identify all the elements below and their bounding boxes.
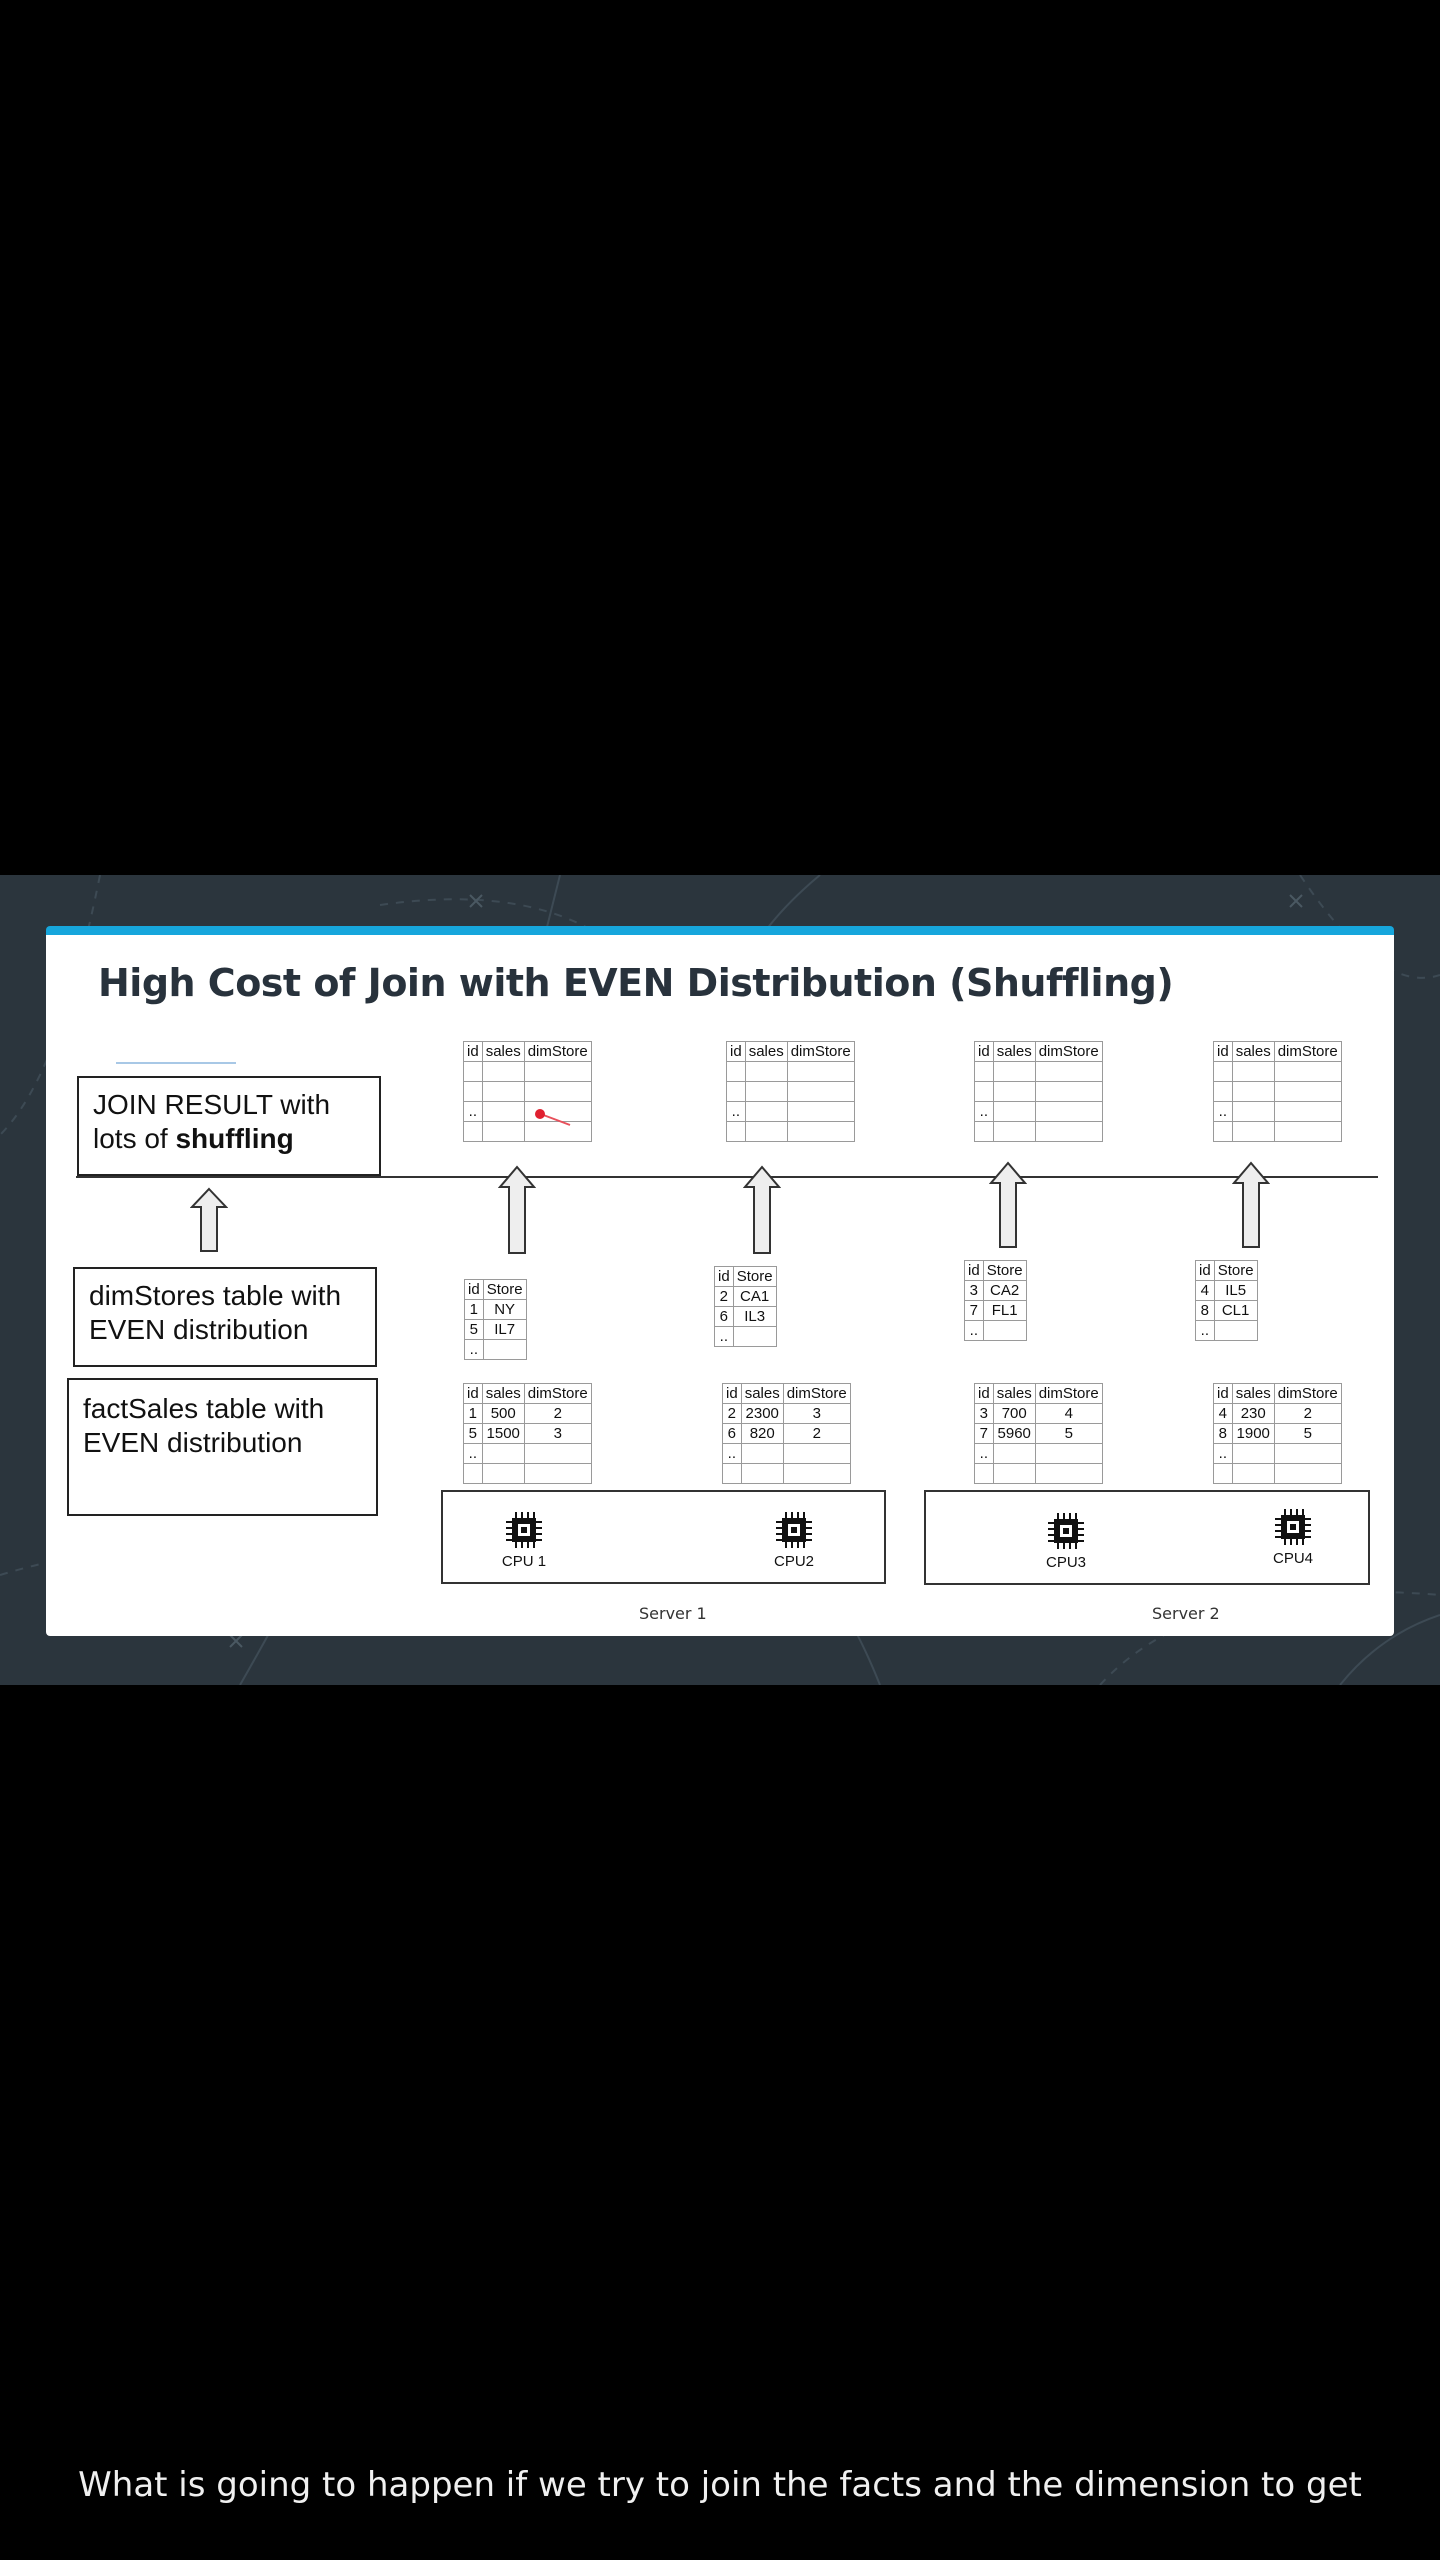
dim-store-table <box>964 1260 1027 1341</box>
table-cell <box>745 1122 787 1142</box>
table-cell <box>787 1122 854 1142</box>
table-cell <box>1214 1062 1233 1082</box>
table-cell <box>745 1102 787 1122</box>
table-cell: CA1 <box>733 1287 776 1307</box>
table-header-cell: sales <box>993 1042 1035 1062</box>
table-cell <box>993 1062 1035 1082</box>
table-header-cell: id <box>464 1384 483 1404</box>
table-cell: .. <box>464 1444 483 1464</box>
table-row <box>464 1082 592 1102</box>
table-cell: 5 <box>1274 1424 1341 1444</box>
cpu-4 <box>1253 1508 1333 1567</box>
table-row <box>975 1062 1103 1082</box>
cpu-3 <box>1026 1512 1106 1571</box>
table-cell <box>975 1062 994 1082</box>
cpu-chip-icon <box>775 1511 813 1549</box>
table-cell <box>482 1122 524 1142</box>
fact-sales-table <box>974 1383 1103 1484</box>
table-cell: 500 <box>482 1404 524 1424</box>
table-cell: .. <box>465 1340 484 1360</box>
table-row <box>1214 1464 1342 1484</box>
table-cell: 3 <box>975 1404 994 1424</box>
table-header-row <box>1214 1384 1342 1404</box>
table-header-cell: sales <box>993 1384 1035 1404</box>
table-row <box>464 1464 592 1484</box>
table-header-cell: dimStore <box>1274 1384 1341 1404</box>
table-row <box>975 1464 1103 1484</box>
up-arrow-icon <box>743 1165 781 1255</box>
table-row <box>1196 1301 1258 1321</box>
table-cell <box>727 1062 746 1082</box>
table-row <box>727 1122 855 1142</box>
table-row <box>465 1300 527 1320</box>
table-cell <box>524 1062 591 1082</box>
table-cell <box>1274 1062 1341 1082</box>
join-result-line2 <box>93 1122 365 1156</box>
table-cell: IL5 <box>1214 1281 1257 1301</box>
dim-store-table <box>464 1279 527 1360</box>
table-row <box>464 1444 592 1464</box>
table-cell <box>1214 1464 1233 1484</box>
table-cell <box>482 1062 524 1082</box>
table-header-cell: dimStore <box>524 1042 591 1062</box>
table-cell <box>983 1321 1026 1341</box>
cpu-chip-icon <box>1047 1512 1085 1550</box>
table-cell <box>464 1464 483 1484</box>
table-cell <box>1232 1062 1274 1082</box>
table-cell <box>524 1082 591 1102</box>
table-row <box>723 1444 851 1464</box>
table-cell <box>783 1464 850 1484</box>
table-header-row <box>723 1384 851 1404</box>
table-cell: 2 <box>524 1404 591 1424</box>
table-row <box>975 1444 1103 1464</box>
table-row <box>464 1424 592 1444</box>
table-cell: 5 <box>464 1424 483 1444</box>
table-cell: .. <box>723 1444 742 1464</box>
table-cell <box>993 1464 1035 1484</box>
table-cell <box>1274 1444 1341 1464</box>
table-row <box>465 1320 527 1340</box>
table-row <box>1214 1404 1342 1424</box>
table-cell <box>993 1122 1035 1142</box>
table-cell <box>741 1464 783 1484</box>
table-cell <box>482 1464 524 1484</box>
cpu-label: CPU3 <box>1045 1554 1086 1571</box>
up-arrow-icon <box>190 1187 228 1253</box>
table-cell: 2 <box>783 1424 850 1444</box>
table-row <box>464 1404 592 1424</box>
table-cell <box>482 1102 524 1122</box>
table-header-cell: sales <box>482 1384 524 1404</box>
laser-pointer-icon <box>534 1107 574 1129</box>
table-cell: 7 <box>965 1301 984 1321</box>
table-cell <box>975 1122 994 1142</box>
table-row <box>715 1307 777 1327</box>
table-cell <box>727 1082 746 1102</box>
table-header-cell: id <box>975 1042 994 1062</box>
table-cell: .. <box>1196 1321 1215 1341</box>
table-header-cell: id <box>723 1384 742 1404</box>
table-row <box>727 1102 855 1122</box>
table-cell: 3 <box>965 1281 984 1301</box>
fact-sales-table <box>463 1383 592 1484</box>
table-row <box>715 1327 777 1347</box>
table-cell: IL7 <box>483 1320 526 1340</box>
table-header-cell: id <box>1214 1384 1233 1404</box>
table-cell: CL1 <box>1214 1301 1257 1321</box>
cpu-label: CPU 1 <box>501 1553 547 1570</box>
separator-line <box>76 1176 1378 1178</box>
table-cell <box>524 1464 591 1484</box>
table-cell <box>1214 1122 1233 1142</box>
table-cell: 230 <box>1232 1404 1274 1424</box>
table-cell: 5960 <box>993 1424 1035 1444</box>
table-row <box>727 1062 855 1082</box>
cpu-1 <box>484 1511 564 1570</box>
table-cell <box>1274 1082 1341 1102</box>
table-cell <box>745 1082 787 1102</box>
table-row <box>975 1122 1103 1142</box>
table-cell: 1900 <box>1232 1424 1274 1444</box>
fact-sales-line2: EVEN distribution <box>83 1427 303 1458</box>
table-cell: 1 <box>464 1404 483 1424</box>
table-header-cell: id <box>715 1267 734 1287</box>
table-row <box>965 1281 1027 1301</box>
table-cell <box>723 1464 742 1484</box>
table-header-cell: id <box>464 1042 483 1062</box>
cpu-label: CPU2 <box>773 1553 814 1570</box>
table-cell <box>993 1102 1035 1122</box>
table-cell <box>993 1082 1035 1102</box>
table-cell: 7 <box>975 1424 994 1444</box>
result-table <box>1213 1041 1342 1142</box>
table-row <box>1214 1102 1342 1122</box>
table-cell: FL1 <box>983 1301 1026 1321</box>
table-cell <box>1232 1082 1274 1102</box>
table-cell <box>464 1082 483 1102</box>
table-cell <box>1214 1321 1257 1341</box>
table-row <box>464 1062 592 1082</box>
table-cell <box>1232 1464 1274 1484</box>
table-row <box>975 1102 1103 1122</box>
join-result-box <box>77 1076 381 1176</box>
fact-sales-table <box>1213 1383 1342 1484</box>
table-row <box>975 1424 1103 1444</box>
table-row <box>723 1464 851 1484</box>
table-header-cell: dimStore <box>1035 1384 1102 1404</box>
table-cell: 8 <box>1196 1301 1215 1321</box>
table-row <box>975 1404 1103 1424</box>
table-cell: .. <box>464 1102 483 1122</box>
slide <box>46 926 1394 1636</box>
result-table <box>974 1041 1103 1142</box>
table-cell <box>464 1062 483 1082</box>
table-cell: 2 <box>715 1287 734 1307</box>
table-cell: .. <box>727 1102 746 1122</box>
table-cell <box>483 1340 526 1360</box>
table-cell: 6 <box>715 1307 734 1327</box>
up-arrow-icon <box>498 1165 536 1255</box>
dim-store-table <box>1195 1260 1258 1341</box>
table-cell <box>1274 1122 1341 1142</box>
table-cell: .. <box>965 1321 984 1341</box>
table-header-cell: id <box>1214 1042 1233 1062</box>
server-1-label: Server 1 <box>639 1604 707 1623</box>
table-header-row <box>1196 1261 1258 1281</box>
table-row <box>723 1404 851 1424</box>
slide-title: High Cost of Join with EVEN Distribution (Shuffling) <box>98 961 1174 1005</box>
up-arrow-icon <box>989 1161 1027 1249</box>
table-header-cell: dimStore <box>783 1384 850 1404</box>
table-cell <box>1232 1122 1274 1142</box>
table-cell <box>993 1444 1035 1464</box>
table-header-cell: sales <box>1232 1384 1274 1404</box>
table-cell: 3 <box>524 1424 591 1444</box>
table-cell: 4 <box>1196 1281 1215 1301</box>
table-cell <box>524 1444 591 1464</box>
table-header-row <box>965 1261 1027 1281</box>
table-cell <box>1035 1062 1102 1082</box>
table-cell <box>741 1444 783 1464</box>
table-row <box>1214 1444 1342 1464</box>
table-row <box>965 1321 1027 1341</box>
table-cell: CA2 <box>983 1281 1026 1301</box>
table-cell: IL3 <box>733 1307 776 1327</box>
table-header-cell: sales <box>745 1042 787 1062</box>
table-cell <box>464 1122 483 1142</box>
table-cell: 700 <box>993 1404 1035 1424</box>
table-row <box>1196 1281 1258 1301</box>
table-header-cell: dimStore <box>1035 1042 1102 1062</box>
table-cell <box>787 1082 854 1102</box>
table-cell: 2 <box>1274 1404 1341 1424</box>
table-cell <box>783 1444 850 1464</box>
table-cell: 2 <box>723 1404 742 1424</box>
video-caption: What is going to happen if we try to join the facts and the dimension to get <box>78 2465 1362 2505</box>
table-header-cell: id <box>965 1261 984 1281</box>
table-header-cell: sales <box>1232 1042 1274 1062</box>
table-row <box>723 1424 851 1444</box>
table-header-row <box>465 1280 527 1300</box>
cpu-label: CPU4 <box>1272 1550 1313 1567</box>
table-header-cell: dimStore <box>787 1042 854 1062</box>
table-cell <box>975 1082 994 1102</box>
cpu-chip-icon <box>505 1511 543 1549</box>
table-cell: 5 <box>1035 1424 1102 1444</box>
table-header-cell: sales <box>741 1384 783 1404</box>
up-arrow-icon <box>1232 1161 1270 1249</box>
table-row <box>1196 1321 1258 1341</box>
table-header-row <box>1214 1042 1342 1062</box>
table-cell: 3 <box>783 1404 850 1424</box>
table-cell <box>975 1464 994 1484</box>
table-row <box>1214 1082 1342 1102</box>
table-header-cell: id <box>465 1280 484 1300</box>
table-header-cell: Store <box>983 1261 1026 1281</box>
table-cell: 1500 <box>482 1424 524 1444</box>
join-result-prefix: lots of <box>93 1123 176 1154</box>
dim-stores-line1: dimStores table with <box>89 1280 342 1311</box>
dim-stores-box <box>73 1267 377 1367</box>
table-header-cell: id <box>975 1384 994 1404</box>
table-cell <box>787 1102 854 1122</box>
cpu-2 <box>754 1511 834 1570</box>
table-header-row <box>975 1042 1103 1062</box>
table-cell <box>1232 1102 1274 1122</box>
table-row <box>465 1340 527 1360</box>
table-row <box>975 1082 1103 1102</box>
table-header-cell: dimStore <box>1274 1042 1341 1062</box>
table-header-cell: Store <box>483 1280 526 1300</box>
decorative-line <box>116 1062 236 1064</box>
table-row <box>727 1082 855 1102</box>
table-header-cell: Store <box>733 1267 776 1287</box>
table-cell: .. <box>1214 1444 1233 1464</box>
table-cell: .. <box>975 1444 994 1464</box>
table-cell <box>482 1082 524 1102</box>
table-cell <box>1035 1082 1102 1102</box>
table-cell <box>1274 1102 1341 1122</box>
table-header-row <box>715 1267 777 1287</box>
table-cell <box>1035 1122 1102 1142</box>
table-header-row <box>464 1042 592 1062</box>
table-cell <box>1214 1082 1233 1102</box>
table-cell: 4 <box>1035 1404 1102 1424</box>
table-row <box>965 1301 1027 1321</box>
table-header-row <box>975 1384 1103 1404</box>
table-cell <box>1035 1102 1102 1122</box>
table-cell: .. <box>975 1102 994 1122</box>
table-cell: NY <box>483 1300 526 1320</box>
table-row <box>1214 1424 1342 1444</box>
cpu-chip-icon <box>1274 1508 1312 1546</box>
server-2-label: Server 2 <box>1152 1604 1220 1623</box>
table-cell <box>727 1122 746 1142</box>
table-cell: .. <box>715 1327 734 1347</box>
table-cell <box>745 1062 787 1082</box>
fact-sales-table <box>722 1383 851 1484</box>
table-cell <box>1035 1444 1102 1464</box>
table-row <box>1214 1062 1342 1082</box>
table-cell: 8 <box>1214 1424 1233 1444</box>
table-cell <box>1274 1464 1341 1484</box>
table-header-cell: Store <box>1214 1261 1257 1281</box>
dim-stores-line2: EVEN distribution <box>89 1314 309 1345</box>
table-header-cell: id <box>727 1042 746 1062</box>
table-cell: 2300 <box>741 1404 783 1424</box>
table-cell: 5 <box>465 1320 484 1340</box>
table-header-cell: dimStore <box>524 1384 591 1404</box>
table-row <box>1214 1122 1342 1142</box>
table-cell <box>787 1062 854 1082</box>
table-header-row <box>464 1384 592 1404</box>
table-cell: 4 <box>1214 1404 1233 1424</box>
table-header-row <box>727 1042 855 1062</box>
table-cell: 1 <box>465 1300 484 1320</box>
join-result-line1: JOIN RESULT with <box>93 1089 331 1120</box>
table-header-cell: id <box>1196 1261 1215 1281</box>
table-cell <box>1035 1464 1102 1484</box>
join-result-bold: shuffling <box>175 1123 294 1154</box>
fact-sales-line1: factSales table with <box>83 1393 325 1424</box>
fact-sales-box <box>67 1378 378 1516</box>
dim-store-table <box>714 1266 777 1347</box>
table-cell <box>1232 1444 1274 1464</box>
table-cell: 6 <box>723 1424 742 1444</box>
result-table <box>726 1041 855 1142</box>
table-cell <box>733 1327 776 1347</box>
table-cell <box>482 1444 524 1464</box>
table-header-cell: sales <box>482 1042 524 1062</box>
table-cell: 820 <box>741 1424 783 1444</box>
table-row <box>715 1287 777 1307</box>
table-cell: .. <box>1214 1102 1233 1122</box>
